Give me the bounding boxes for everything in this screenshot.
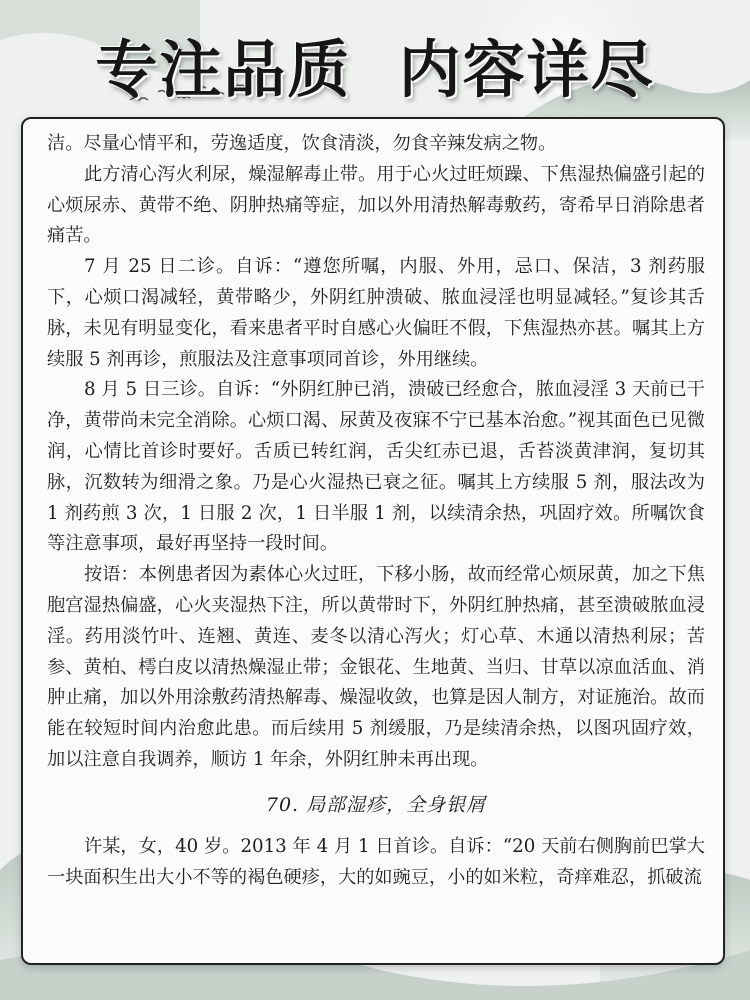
paragraph-prescription: 此方清心泻火利尿，燥湿解毒止带。用于心火过旺烦躁、下焦湿热偏盛引起的心烦尿赤、黄带不绝、阴肿热痛等症，加以外用清热解毒敷药，寄希早日消除患者痛苦。 — [47, 163, 705, 247]
banner-title: 专注品质 内容详尽 — [95, 32, 655, 106]
paragraph-third-visit: 8 月 5 日三诊。自诉：“外阴红肿已消，溃破已经愈合，脓血浸淫 3 天前已干净，黄带尚未完全消除。心烦口渴、尿黄及夜寐不宁已基本治愈。”视其面色已见微润，心情比首诊时要好。舌质已转红润，舌尖红赤已退，舌苔淡黄津润，复切其脉，沉数转为细滑之象。乃是心火湿热已衰之征。嘱其上方续服 5 剂，服法改为 1 剂药煎 3 次，1 日服 2 次，1 日半服 1 剂，以续清余热，巩固疗效。所嘱饮食等注意事项，最好再坚持一段时间。 — [47, 379, 705, 555]
section-title: 70. 局部湿疹，全身银屑 — [265, 793, 487, 816]
paragraph-commentary: 按语：本例患者因为素体心火过旺，下移小肠，故而经常心烦尿黄，加之下焦胞宫湿热偏盛，心火夹湿热下注，所以黄带时下，外阴红肿热痛，甚至溃破脓血浸淫。药用淡竹叶、连翘、黄连、麦冬以清心泻火；灯心草、木通以清热利尿；苦参、黄柏、樗白皮以清热燥湿止带；金银花、生地黄、当归、甘草以凉血活血、消肿止痛，加以外用涂敷药清热解毒、燥湿收敛，也算是因人制方，对证施治。故而能在较短时间内治愈此患。而后续用 5 剂缓服，乃是续清余热，以图巩固疗效，加以注意自我调养，顺访 1 年余，外阴红肿未再出现。 — [47, 564, 705, 770]
header-banner — [0, 14, 750, 114]
paragraph-second-visit: 7 月 25 日二诊。自诉：“遵您所嘱，内服、外用，忌口、保洁，3 剂药服下，心烦口渴减轻，黄带略少，外阴红肿溃破、脓血浸淫也明显减轻。”复诊其舌脉，未见有明显变化，看来患者平时自感心火偏旺不假，下焦湿热亦甚。嘱其上方续服 5 剂再诊，煎服法及注意事项同首诊，外用继续。 — [47, 256, 705, 370]
text-card — [21, 117, 725, 965]
paragraph-case-intro: 许某，女，40 岁。2013 年 4 月 1 日首诊。自诉：“20 天前右侧胸前巴掌大一块面积生出大小不等的褐色硬疹，大的如豌豆，小的如米粒，奇痒难忍，抓破流 — [47, 835, 705, 888]
paragraph-continued: 洁。尽量心情平和，劳逸适度，饮食清淡，勿食辛辣发病之物。 — [47, 133, 557, 154]
article-body — [47, 129, 705, 893]
